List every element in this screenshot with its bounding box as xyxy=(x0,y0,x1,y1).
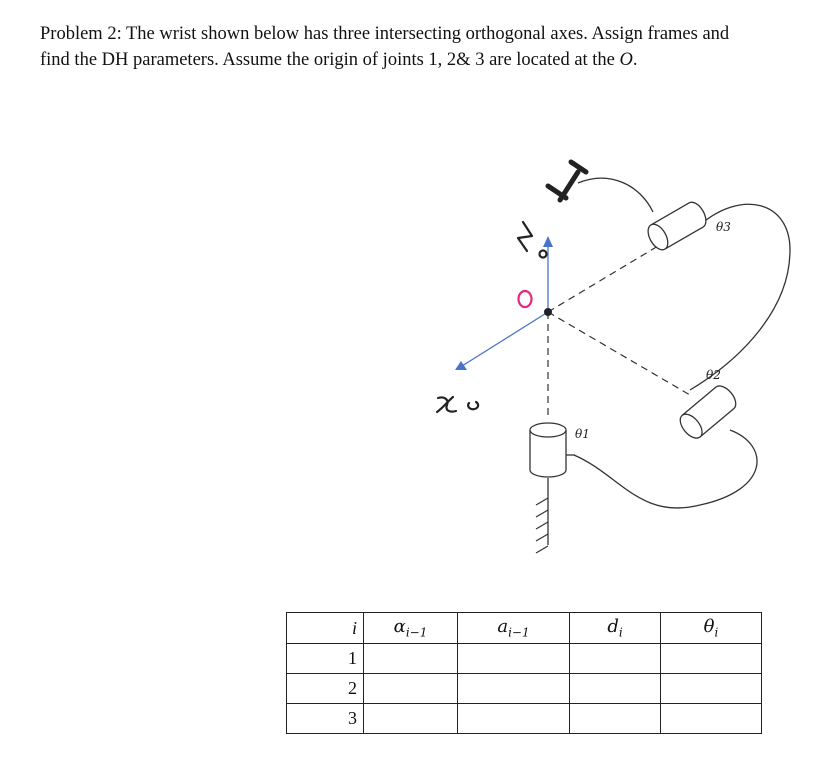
table-row xyxy=(287,644,762,674)
row2-alpha xyxy=(364,674,458,704)
row3-alpha xyxy=(364,704,458,734)
row3-d xyxy=(570,704,661,734)
header-a-symbol: a xyxy=(497,616,509,638)
row1-theta xyxy=(661,644,762,674)
row2-i: 2 xyxy=(287,674,364,704)
header-d-symbol: d xyxy=(607,616,619,638)
theta1-label: θ1 xyxy=(575,427,590,441)
link-joint3-to-gripper xyxy=(578,178,653,212)
link-joint1-to-joint2 xyxy=(574,430,757,508)
joint3-cylinder xyxy=(644,199,710,253)
theta2-label: θ2 xyxy=(706,368,721,382)
row3-theta xyxy=(661,704,762,734)
header-a xyxy=(458,613,570,644)
link-joint2-to-joint3 xyxy=(690,204,790,390)
header-theta xyxy=(661,613,762,644)
header-alpha-sub: i−1 xyxy=(405,625,428,640)
row3-a xyxy=(458,704,570,734)
row1-alpha xyxy=(364,644,458,674)
row2-theta xyxy=(661,674,762,704)
table-header-row xyxy=(287,613,762,644)
row1-i: 1 xyxy=(287,644,364,674)
header-d-sub: i xyxy=(618,625,623,640)
header-theta-sub: i xyxy=(714,625,719,640)
row2-d xyxy=(570,674,661,704)
header-alpha-symbol: α xyxy=(393,616,406,638)
origin-symbol: O xyxy=(619,50,633,70)
dh-parameter-table xyxy=(286,612,762,734)
row1-d xyxy=(570,644,661,674)
x0-axis xyxy=(462,312,548,366)
row2-a xyxy=(458,674,570,704)
joint1-cylinder xyxy=(530,423,566,477)
joint2-axis-dashed xyxy=(548,312,690,395)
problem-line-1: Problem 2: The wrist shown below has three intersecting orthogonal axes. Assign frames and xyxy=(40,24,730,44)
header-i: i xyxy=(287,613,364,644)
origin-o-label xyxy=(519,291,532,307)
table-row xyxy=(287,674,762,704)
ground-hatch xyxy=(536,498,548,553)
problem-line-2-text: find the DH parameters. Assume the origin of joints 1, 2& 3 are located at the xyxy=(40,50,620,70)
header-a-sub: i−1 xyxy=(508,625,530,640)
joint3-axis-dashed xyxy=(548,240,668,312)
x0-arrowhead xyxy=(455,361,467,370)
row3-i: 3 xyxy=(287,704,364,734)
gripper xyxy=(548,162,586,200)
header-theta-symbol: θ xyxy=(703,616,715,638)
z0-handwritten-label xyxy=(518,222,547,258)
problem-line-2-end: . xyxy=(632,50,638,70)
x0-handwritten-label xyxy=(437,397,478,412)
row1-a xyxy=(458,644,570,674)
table-row xyxy=(287,704,762,734)
joint2-cylinder xyxy=(676,382,740,442)
z0-arrowhead xyxy=(543,236,553,247)
origin-point xyxy=(544,308,552,316)
theta3-label: θ3 xyxy=(716,220,731,234)
header-d xyxy=(570,613,661,644)
header-alpha xyxy=(364,613,458,644)
